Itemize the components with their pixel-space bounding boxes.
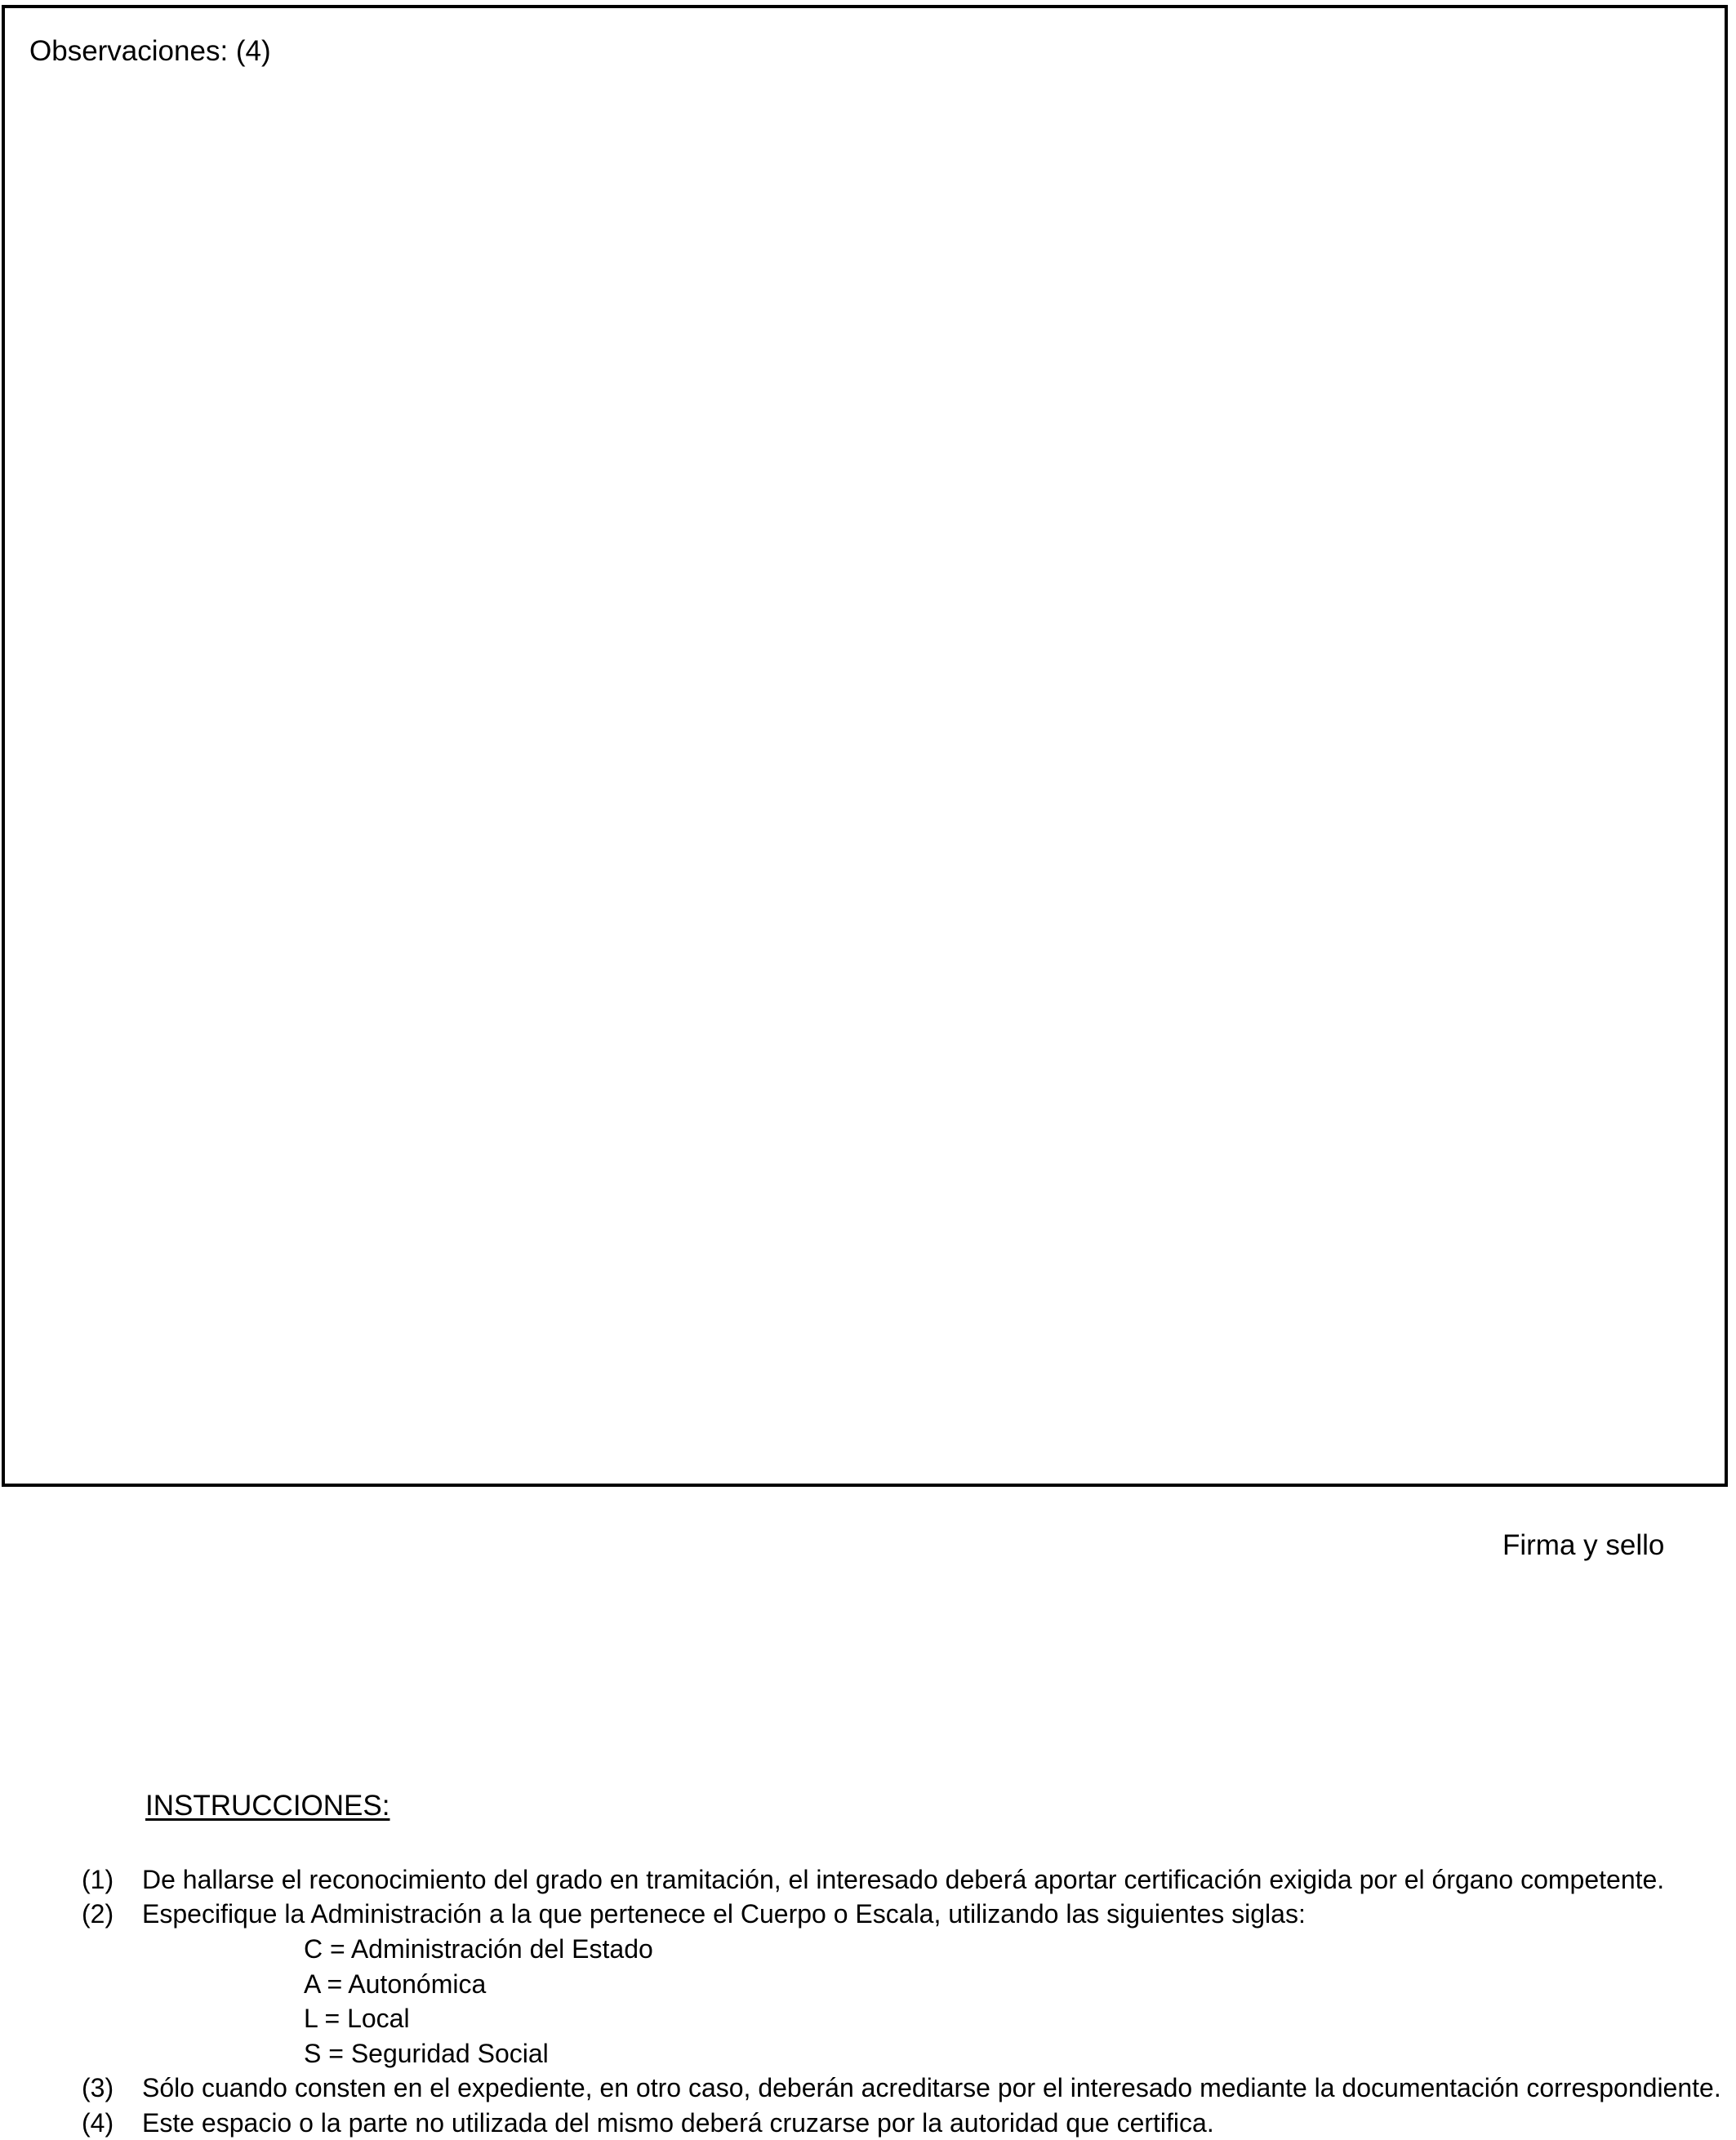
- sigla-item: L = Local: [304, 2004, 410, 2033]
- sigla-item: A = Autonómica: [304, 1969, 487, 1999]
- note-number: (2): [82, 1899, 114, 1929]
- note-text: Especifique la Administración a la que pertenece el Cuerpo o Escala, utilizando las siguientes siglas:: [142, 1899, 1306, 1929]
- observaciones-label: Observaciones: (4): [29, 35, 271, 67]
- note-number: (1): [82, 1865, 114, 1894]
- sigla-item: S = Seguridad Social: [304, 2039, 549, 2068]
- note-number: (4): [82, 2108, 114, 2138]
- note-text: De hallarse el reconocimiento del grado en tramitación, el interesado deberá aportar certificación exigida por el órgano competente.: [142, 1865, 1665, 1894]
- instrucciones-title: INSTRUCCIONES:: [145, 1790, 390, 1822]
- note-text: Sólo cuando consten en el expediente, en otro caso, deberán acreditarse por el interesado mediante la documentación correspondiente.: [142, 2073, 1721, 2102]
- note-text: Este espacio o la parte no utilizada del mismo deberá cruzarse por la autoridad que certifica.: [142, 2108, 1214, 2138]
- note-number: (3): [82, 2073, 114, 2102]
- firma-y-sello-label: Firma y sello: [1502, 1529, 1665, 1561]
- observaciones-box: [2, 5, 1728, 1487]
- sigla-item: C = Administración del Estado: [304, 1934, 653, 1964]
